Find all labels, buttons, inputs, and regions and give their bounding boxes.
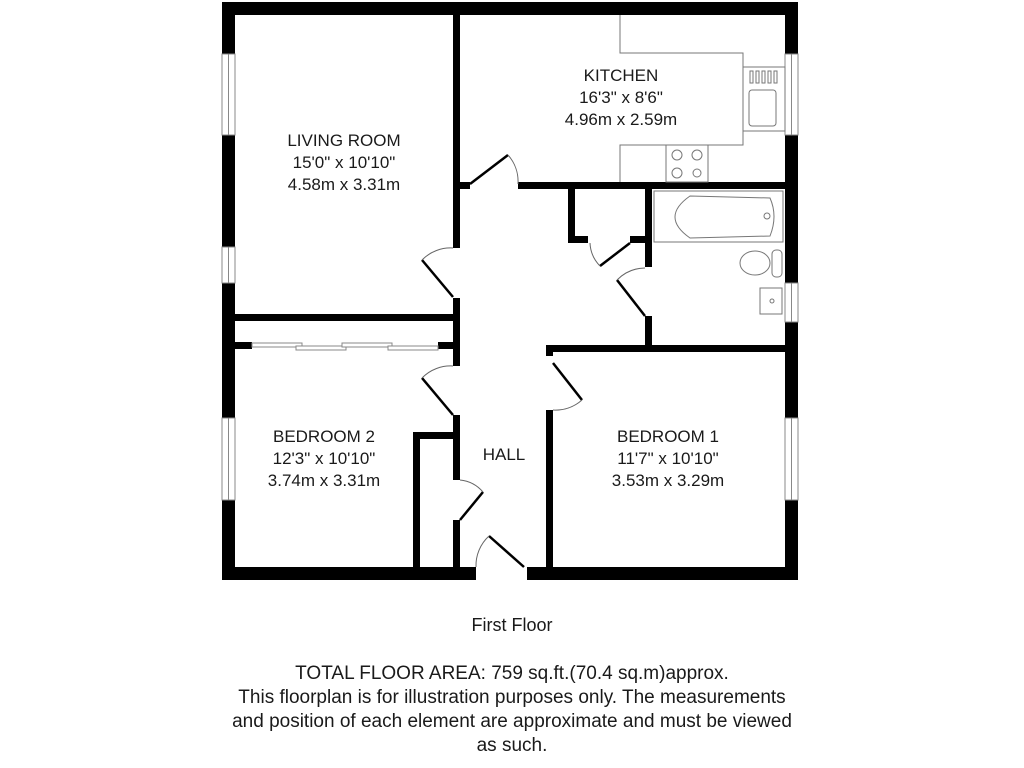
bedroom-2-label: [268, 426, 380, 492]
room-name: LIVING ROOM: [287, 131, 401, 150]
room-name: BEDROOM 2: [272, 427, 376, 446]
room-metric: 3.74m x 3.31m: [267, 471, 381, 490]
sink-icon: [749, 90, 776, 126]
bedroom-1-label: [612, 426, 724, 492]
room-imperial: 11'7" x 10'10": [617, 449, 719, 468]
hob-icon: [666, 145, 708, 182]
footer-notes: [0, 662, 1024, 758]
basin-icon: [760, 288, 782, 314]
kitchen-label: [565, 65, 677, 131]
room-imperial: 12'3" x 10'10": [272, 449, 376, 468]
disclaimer-line: This floorplan is for illustration purposes only. The measurements: [238, 687, 786, 708]
bath-icon: [654, 191, 783, 242]
room-imperial: 15'0" x 10'10": [292, 153, 396, 172]
room-name: BEDROOM 1: [616, 427, 720, 446]
disclaimer-line: and position of each element are approximate and must be viewed: [232, 711, 792, 732]
bathroom-fixtures: [654, 191, 783, 314]
room-name: KITCHEN: [583, 66, 659, 85]
total-floor-area: TOTAL FLOOR AREA: 759 sq.ft.(70.4 sq.m)approx.: [295, 663, 729, 684]
toilet-icon: [740, 250, 782, 277]
floor-title: First Floor: [471, 615, 553, 635]
room-name: HALL: [482, 445, 526, 464]
wardrobe-sliding-doors: [252, 343, 438, 350]
disclaimer-line: as such.: [476, 735, 548, 756]
room-imperial: 16'3" x 8'6": [579, 88, 663, 107]
living-room-label: [287, 130, 400, 196]
exterior-walls: [222, 2, 798, 580]
room-metric: 4.58m x 3.31m: [287, 175, 401, 194]
hall-label: [483, 444, 526, 466]
interior-walls: [222, 2, 798, 580]
room-metric: 3.53m x 3.29m: [611, 471, 725, 490]
room-metric: 4.96m x 2.59m: [564, 110, 678, 129]
drainer-icon: [750, 71, 777, 83]
